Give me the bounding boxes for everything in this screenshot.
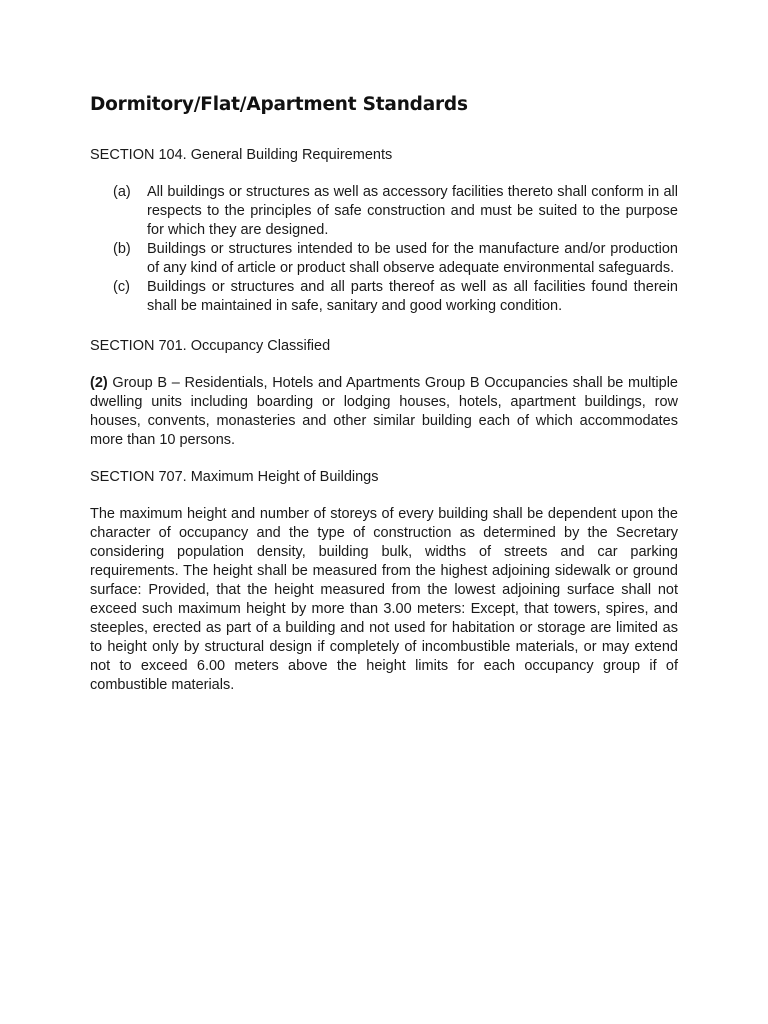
list-item-marker: (b) (113, 241, 131, 257)
list-item-text: Buildings or structures intended to be used for the manufacture and/or production of any kind of article or product shall observe adequate environmental safeguards. (147, 241, 678, 276)
list-item (90, 278, 678, 316)
section-701-heading: SECTION 701. Occupancy Classified (90, 338, 331, 354)
document-page (90, 92, 678, 713)
section-707-heading: SECTION 707. Maximum Height of Buildings (90, 469, 379, 485)
document-title: Dormitory/Flat/Apartment Standards (90, 94, 468, 115)
section-104-list (90, 183, 678, 316)
list-item-marker: (c) (113, 279, 130, 295)
section-104 (90, 146, 678, 316)
paragraph-label: (2) (90, 375, 108, 391)
section-104-heading: SECTION 104. General Building Requirements (90, 147, 393, 163)
list-item (90, 240, 678, 278)
list-item-marker: (a) (113, 184, 131, 200)
list-item (90, 183, 678, 240)
list-item-text: Buildings or structures and all parts thereof as well as all facilities found therein shall be maintained in safe, sanitary and good working condition. (147, 279, 678, 314)
section-701-paragraph (90, 374, 678, 450)
section-701 (90, 337, 678, 450)
section-707 (90, 468, 678, 695)
paragraph-text: Group B – Residentials, Hotels and Apartments Group B Occupancies shall be multiple dwelling units including boarding or lodging houses, hotels, apartment buildings, row houses, convents, monasteries and other similar building each of which accommodates more than 10 persons. (90, 375, 678, 448)
section-707-paragraph: The maximum height and number of storeys of every building shall be dependent upon the character of occupancy and the type of construction as determined by the Secretary considering population density, building bulk, widths of streets and car parking requirements. The height shall be measured from the highest adjoining sidewalk or ground surface: Provided, that the height measured from the lowest adjoining surface shall not exceed such maximum height by more than 3.00 meters: Except, that towers, spires, and steeples, erected as part of a building and not used for habitation or storage are limited as to height only by structural design if completely of incombustible materials, or may extend not to exceed 6.00 meters above the height limits for each occupancy group if of combustible materials. (90, 506, 678, 693)
list-item-text: All buildings or structures as well as accessory facilities thereto shall conform in all respects to the principles of safe construction and must be suited to the purpose for which they are designed. (147, 184, 678, 238)
